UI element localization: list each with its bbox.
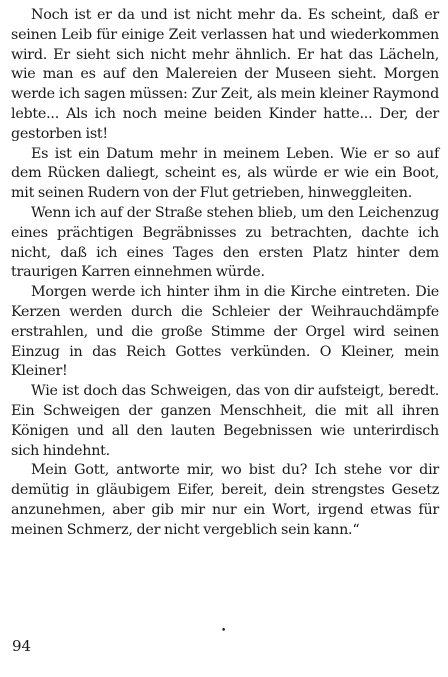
paragraph: Noch ist er da und ist nicht mehr da. Es scheint, daß er seinen Leib für einige Zeit verlassen hat und wiederkommen wird. Er sieht sich nicht mehr ähnlich. Er hat das Lächeln, wie man es auf den Malereien der Museen sieht. Morgen werde ich sagen müssen: Zur Zeit, als mein kleiner Raymond lebte... Als ich noch meine beiden Kinder hatte... Der, der gestorben ist! [11, 7, 439, 142]
paragraph: Wie ist doch das Schweigen, das von dir aufsteigt, beredt. Ein Schweigen der ganzen Menschheit, die mit all ihren Königen und all den lauten Begebnissen wie unterirdisch sich hindehnt. [11, 383, 439, 459]
ornament-dot: • [221, 626, 227, 636]
paragraph: Morgen werde ich hinter ihm in die Kirche eintreten. Die Kerzen werden durch die Schleier der Weihrauchdämpfe erstrahlen, und die große Stimme der Orgel wird seinen Einzug in das Reich Gottes verkünden. O Kleiner, mein Kleiner! [11, 284, 439, 380]
paragraph: Wenn ich auf der Straße stehen blieb, um den Leichenzug eines prächtigen Begräbnisses zu betrachten, dachte ich nicht, daß ich eines Tages den ersten Platz hinter dem traurigen Karren einnehmen würde. [11, 204, 439, 281]
paragraph: Es ist ein Datum mehr in meinem Leben. Wie er so auf dem Rücken daliegt, scheint es, als würde er wie ein Boot, mit seinen Rudern von der Flut getrieben, hinweggleiten. [11, 145, 439, 202]
page-number: 94 [12, 637, 32, 655]
page-body [11, 6, 439, 541]
paragraph: Mein Gott, antworte mir, wo bist du? Ich stehe vor dir demütig in gläubigem Eifer, bereit, dein strengstes Gesetz anzunehmen, aber gib mir nur ein Wort, irgend etwas für meinen Schmerz, der nicht vergeblich sein kann.“ [11, 462, 439, 538]
